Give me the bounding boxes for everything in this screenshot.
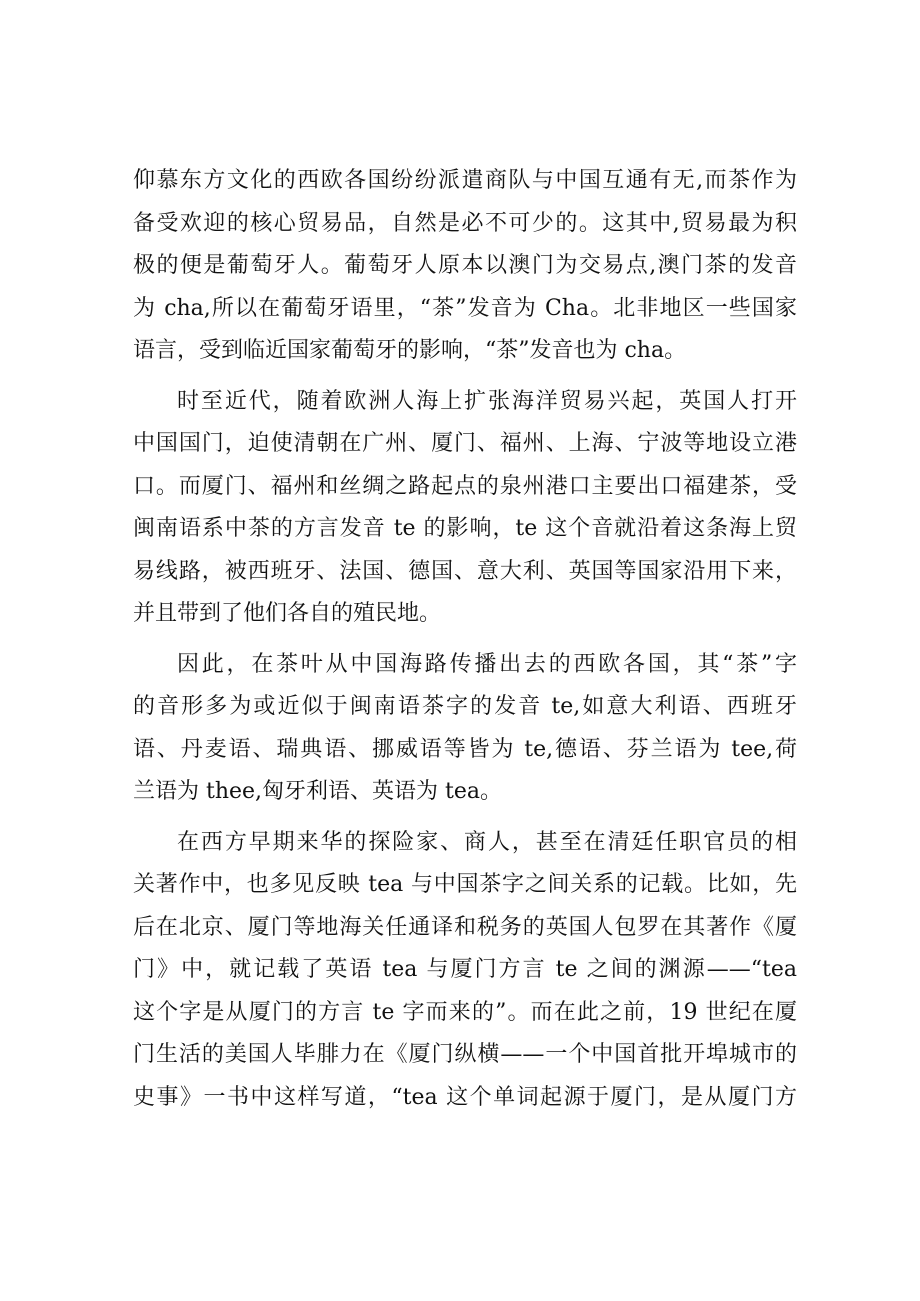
document-body	[133, 160, 797, 1127]
text-line: 因此，在茶叶从中国海路传播出去的西欧各国，其“茶”字	[177, 651, 797, 677]
text-line: 门生活的美国人毕腓力在《厦门纵横——一个中国首批开埠城市的	[133, 1042, 797, 1067]
text-line: 门》中，就记载了英语 tea 与厦门方言 te 之间的渊源——“tea	[133, 957, 797, 982]
paragraph-3	[133, 644, 797, 814]
text-line: 后在北京、厦门等地海关任通译和税务的英国人包罗在其著作《厦	[133, 914, 797, 940]
text-line: 极的便是葡萄牙人。葡萄牙人原本以澳门为交易点,澳门茶的发音	[133, 253, 797, 278]
text-line: 关著作中，也多见反映 tea 与中国茶字之间关系的记载。比如，先	[133, 872, 797, 897]
text-line: 为 cha,所以在葡萄牙语里，“茶”发音为 Cha。北非地区一些国家	[133, 295, 797, 321]
text-line: 语、丹麦语、瑞典语、挪威语等皆为 te,德语、芬兰语为 tee,荷	[133, 736, 797, 762]
text-line: 闽南语系中茶的方言发音 te 的影响，te 这个音就沿着这条海上贸	[133, 516, 797, 541]
text-line: 中国国门，迫使清朝在广州、厦门、福州、上海、宁波等地设立港	[133, 431, 797, 456]
text-line: 备受欢迎的核心贸易品，自然是必不可少的。这其中,贸易最为积	[133, 210, 797, 236]
text-line: 易线路，被西班牙、法国、德国、意大利、英国等国家沿用下来，	[133, 558, 797, 584]
text-line: 的音形多为或近似于闽南语茶字的发音 te,如意大利语、西班牙	[133, 694, 797, 719]
text-line: 语言，受到临近国家葡萄牙的影响，“茶”发音也为 cha。	[133, 338, 687, 363]
text-line: 并且带到了他们各自的殖民地。	[133, 601, 442, 626]
text-line: 时至近代，随着欧洲人海上扩张海洋贸易兴起，英国人打开	[177, 388, 797, 414]
text-line: 口。而厦门、福州和丝绸之路起点的泉州港口主要出口福建茶，受	[133, 473, 797, 499]
text-line: 仰慕东方文化的西欧各国纷纷派遣商队与中国互通有无,而茶作为	[133, 168, 797, 193]
paragraph-1	[133, 160, 797, 373]
text-line: 在西方早期来华的探险家、商人，甚至在清廷任职官员的相	[177, 829, 797, 855]
text-line: 兰语为 thee,匈牙利语、英语为 tea。	[133, 779, 503, 804]
text-line: 史事》一书中这样写道，“tea 这个单词起源于厦门，是从厦门方	[133, 1084, 797, 1110]
paragraph-2	[133, 381, 797, 636]
text-line: 这个字是从厦门的方言 te 字而来的”。而在此之前，19 世纪在厦	[133, 999, 797, 1025]
paragraph-4	[133, 822, 797, 1120]
